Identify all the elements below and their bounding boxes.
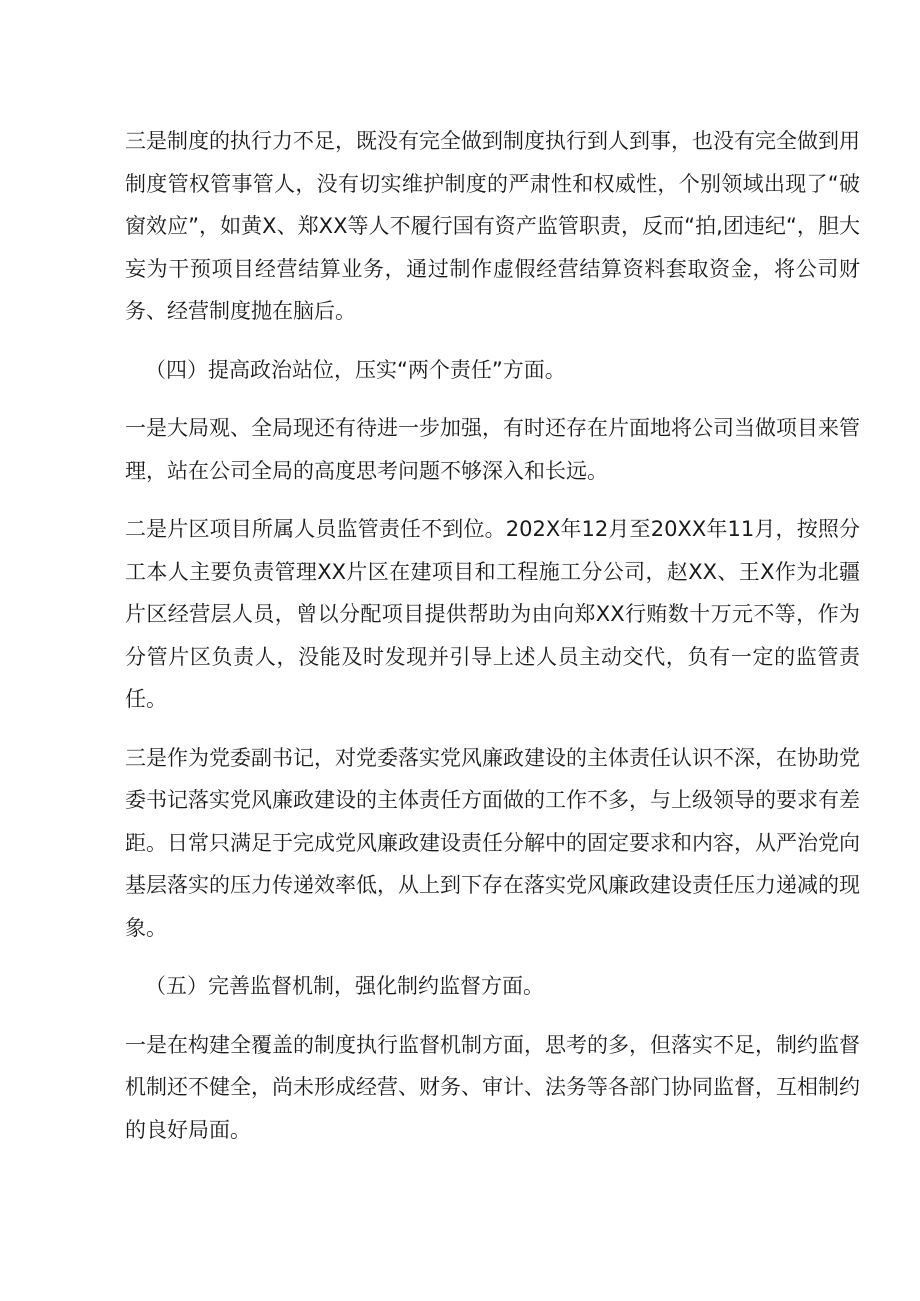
section-heading-five: （五）完善监督机制，强化制约监督方面。: [145, 974, 544, 998]
paragraph-area-supervision: 二是片区项目所属人员监管责任不到位。202X年12月至20XX年11月，按照分工本人主要负责管理XX片区在建项目和工程施工分公司，赵XX、王X作为北疆片区经营层人员，曾以分配项目提供帮助为由向郑XX行贿数十万元不等，作为分管片区负责人，没能及时发现并引导上述人员主动交代，负有一定的监管责任。: [125, 517, 860, 711]
document-body: [125, 120, 860, 1167]
paragraph-supervision-mechanism: 一是在构建全覆盖的制度执行监督机制方面，思考的多，但落实不足，制约监督机制还不健全，尚未形成经营、财务、审计、法务等各部门协同监督，互相制约的良好局面。: [125, 1032, 860, 1142]
paragraph-institution-execution: 三是制度的执行力不足，既没有完全做到制度执行到人到事，也没有完全做到用制度管权管事管人，没有切实维护制度的严肃性和权威性，个别领域出现了“破窗效应”，如黄X、郑XX等人不履行国有资产监管职责，反而“拍,团违纪“，胆大妄为干预项目经营结算业务，通过制作虚假经营结算资料套取资金，将公司财务、经营制度抛在脑后。: [125, 129, 860, 323]
paragraph-deputy-secretary: 三是作为党委副书记，对党委落实党风廉政建设的主体责任认识不深，在协助党委书记落实党风廉政建设的主体责任方面做的工作不多，与上级领导的要求有差距。日常只满足于完成党风廉政建设责任分解中的固定要求和内容，从严治党向基层落实的压力传递效率低，从上到下存在落实党风廉政建设责任压力递减的现象。: [125, 745, 860, 940]
section-heading-four: （四）提高政治站位，压实“两个责任”方面。: [145, 357, 566, 382]
paragraph-overall-view: 一是大局观、全局现还有待进一步加强，有时还存在片面地将公司当做项目来管理，站在公司全局的高度思考问题不够深入和长远。: [125, 416, 860, 483]
